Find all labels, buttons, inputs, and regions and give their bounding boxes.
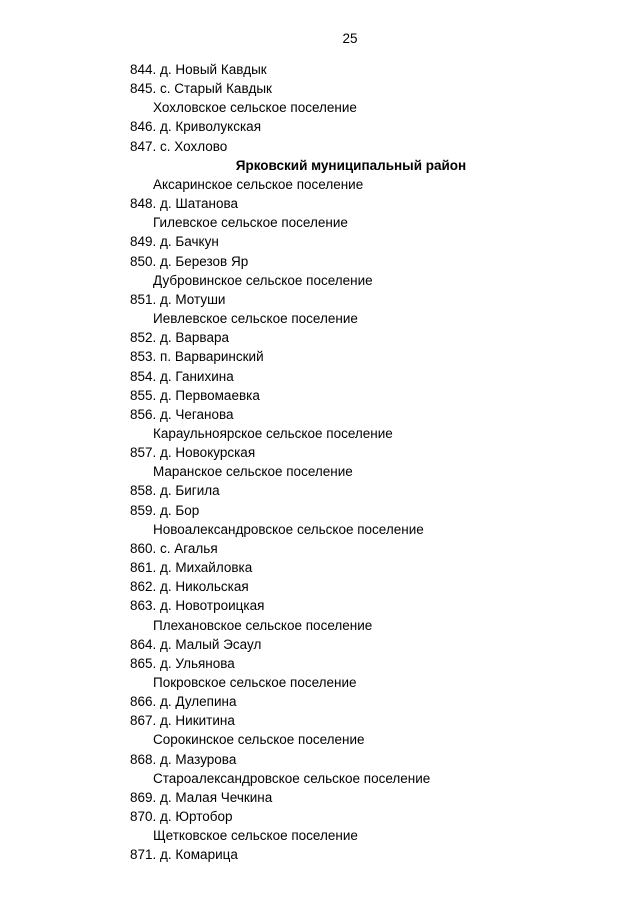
settlement-heading: Староалександровское сельское поселение <box>153 770 431 786</box>
list-item: 849. д. Бачкун <box>130 234 219 250</box>
settlement-heading: Караульноярское сельское поселение <box>153 425 393 441</box>
settlement-heading: Гилевское сельское поселение <box>153 215 348 231</box>
list-item: 859. д. Бор <box>130 502 200 518</box>
settlement-heading: Маранское сельское поселение <box>153 464 353 480</box>
list-item: 848. д. Шатанова <box>130 196 239 212</box>
list-item: 858. д. Бигила <box>130 483 220 499</box>
list-item: 857. д. Новокурская <box>130 445 256 461</box>
settlement-heading: Плехановское сельское поселение <box>153 617 373 633</box>
settlement-heading: Хохловское сельское поселение <box>153 100 357 116</box>
list-item: 854. д. Ганихина <box>130 368 234 384</box>
list-item: 864. д. Малый Эсаул <box>130 636 262 652</box>
document-body <box>0 60 640 865</box>
settlement-heading: Новоалександровское сельское поселение <box>153 521 424 537</box>
list-item: 867. д. Никитина <box>130 713 235 729</box>
list-item: 856. д. Чеганова <box>130 406 234 422</box>
list-item: 855. д. Первомаевка <box>130 387 260 403</box>
page-number: 25 <box>342 31 358 46</box>
list-item: 870. д. Юртобор <box>130 809 233 825</box>
list-item: 866. д. Дулепина <box>130 694 237 710</box>
settlement-heading: Иевлевское сельское поселение <box>153 311 358 327</box>
list-item: 863. д. Новотроицкая <box>130 598 265 614</box>
list-item: 861. д. Михайловка <box>130 560 253 576</box>
list-item: 869. д. Малая Чечкина <box>130 789 273 805</box>
list-item: 860. с. Агалья <box>130 540 218 556</box>
list-item: 862. д. Никольская <box>130 579 249 595</box>
list-item: 845. с. Старый Кавдык <box>130 81 272 97</box>
settlement-heading: Сорокинское сельское поселение <box>153 732 365 748</box>
district-heading: Ярковский муниципальный район <box>235 157 467 173</box>
settlement-heading: Аксаринское сельское поселение <box>153 176 364 192</box>
list-item: 871. д. Комарица <box>130 847 238 863</box>
list-item: 850. д. Березов Яр <box>130 253 249 269</box>
settlement-heading: Щетковское сельское поселение <box>153 828 358 844</box>
settlement-heading: Дубровинское сельское поселение <box>153 272 373 288</box>
settlement-heading: Покровское сельское поселение <box>153 675 357 690</box>
list-item: 847. с. Хохлово <box>130 138 228 154</box>
list-item: 844. д. Новый Кавдык <box>130 62 267 77</box>
list-item: 846. д. Криволукская <box>130 119 262 135</box>
list-item: 851. д. Мотуши <box>130 291 226 307</box>
list-item: 865. д. Ульянова <box>130 655 235 671</box>
list-item: 852. д. Варвара <box>130 330 229 346</box>
list-item: 868. д. Мазурова <box>130 751 237 767</box>
list-item: 853. п. Варваринский <box>130 349 264 365</box>
